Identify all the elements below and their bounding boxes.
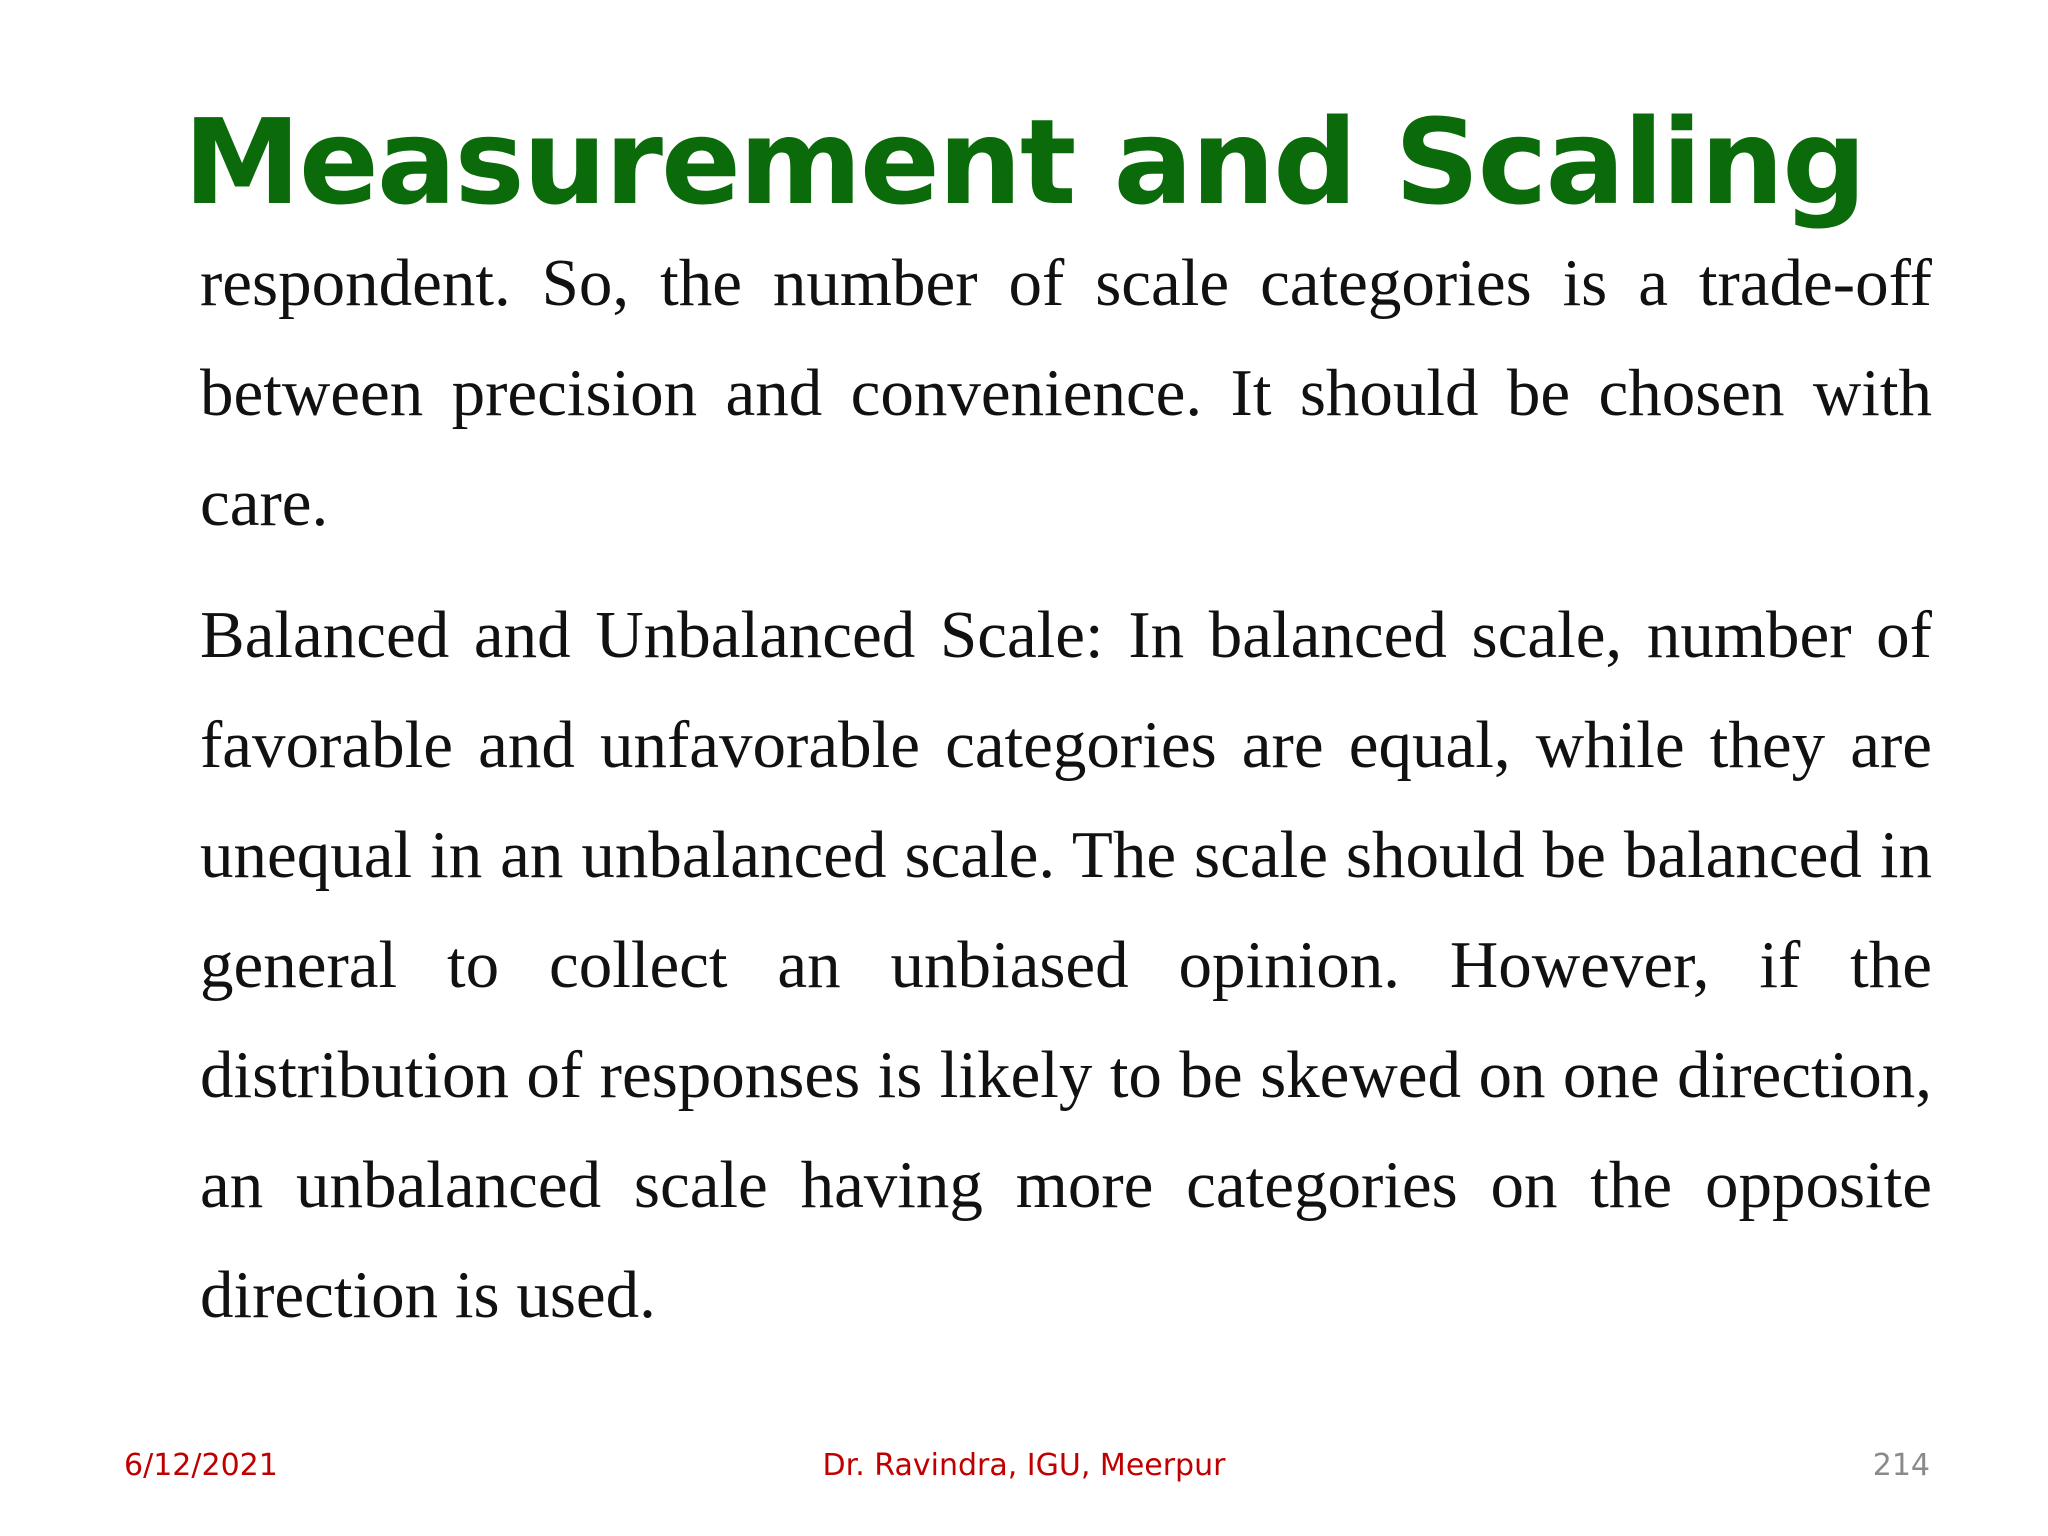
body-paragraph-1: respondent. So, the number of scale categories is a trade-off between precision and convenience. It should be chosen with care. [200,246,1932,540]
slide-title: Measurement and Scaling [183,93,1865,231]
footer-author: Dr. Ravindra, IGU, Meerpur [822,1448,1226,1483]
footer-page-number: 214 [1872,1448,1930,1483]
footer-date: 6/12/2021 [124,1448,278,1483]
body-paragraph-2: Balanced and Unbalanced Scale: In balanced scale, number of favorable and unfavorable categories are equal, while they are unequal in an unbalanced scale. The scale should be balanced in general to collect an unbiased opinion. However, if the distribution of responses is likely to be skewed on one direction, an unbalanced scale having more categories on the opposite direction is used. [200,598,1932,1332]
